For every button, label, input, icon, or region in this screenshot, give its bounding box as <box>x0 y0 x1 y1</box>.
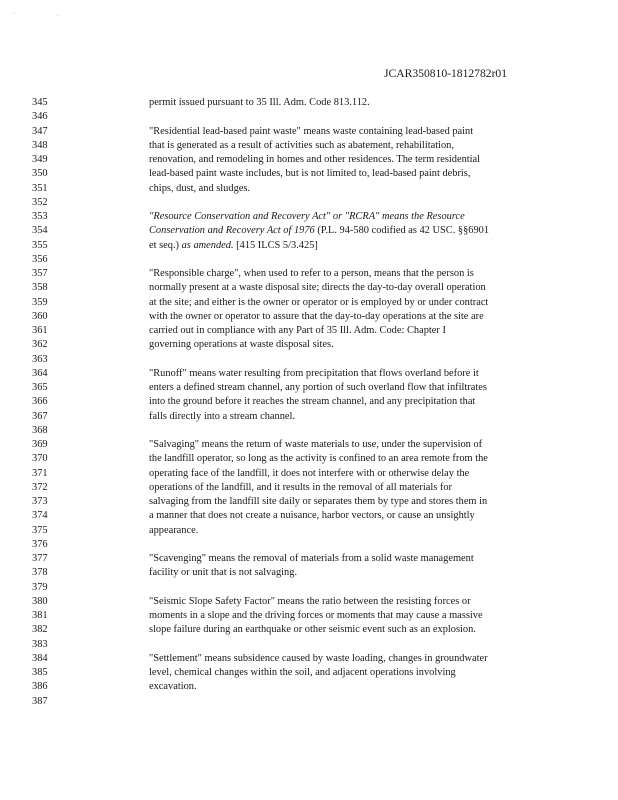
line-number: 375 <box>32 524 48 536</box>
line-number: 356 <box>32 253 48 265</box>
text-line: "Scavenging" means the removal of materials from a solid waste management <box>149 553 474 564</box>
text-line: "Resource Conservation and Recovery Act" or "RCRA" means the Resource <box>149 211 465 222</box>
text-line: into the ground before it reaches the stream channel, and any precipitation that <box>149 396 476 408</box>
line-number: 374 <box>32 510 48 522</box>
text-line: "Salvaging" means the return of waste materials to use, under the supervision of <box>149 439 483 450</box>
line-number: 382 <box>32 624 48 636</box>
document-body <box>149 96 559 709</box>
line-number: 350 <box>32 168 48 180</box>
line-number: 352 <box>32 196 48 208</box>
text-line: facility or unit that is not salvaging. <box>149 567 298 579</box>
text-line <box>149 638 559 652</box>
line-number: 367 <box>32 410 48 422</box>
line-number: 379 <box>32 581 48 593</box>
text-line: chips, dust, and sludges. <box>149 182 251 194</box>
line-number: 345 <box>32 97 48 108</box>
text-line: lead-based paint waste includes, but is not limited to, lead-based paint debris, <box>149 168 471 180</box>
line-number: 353 <box>32 211 48 222</box>
text-line <box>149 224 559 238</box>
line-number: 386 <box>32 681 48 693</box>
text-line <box>149 196 559 210</box>
line-number: 368 <box>32 424 48 436</box>
line-number: 365 <box>32 382 48 393</box>
text-line: renovation, and remodeling in homes and other residences. The term residential <box>149 154 481 165</box>
line-number: 377 <box>32 553 48 564</box>
line-number: 360 <box>32 310 48 322</box>
text-line: the landfill operator, so long as the activity is confined to an area remote from the <box>149 453 488 465</box>
text-line: operations of the landfill, and it results in the removal of all materials for <box>149 481 452 493</box>
line-number: 362 <box>32 339 48 351</box>
text-line: carried out in compliance with any Part of 35 Ill. Adm. Code: Chapter I <box>149 325 446 336</box>
line-number: 385 <box>32 667 48 678</box>
line-number: 373 <box>32 496 48 507</box>
text-run: Conservation and Recovery Act of 1976 <box>149 225 315 237</box>
line-number: 359 <box>32 296 48 308</box>
text-line: enters a defined stream channel, any portion of such overland flow that infiltrates <box>149 382 487 393</box>
line-number: 357 <box>32 268 48 279</box>
text-run: as amended. <box>181 239 234 251</box>
line-number: 372 <box>32 481 48 493</box>
text-line: "Runoff" means water resulting from precipitation that flows overland before it <box>149 367 479 379</box>
text-line <box>149 253 559 267</box>
text-line <box>149 695 559 709</box>
text-line: with the owner or operator to assure that the day-to-day operations at the site are <box>149 310 484 322</box>
text-line: "Settlement" means subsidence caused by waste loading, changes in groundwater <box>149 652 488 664</box>
text-line: moments in a slope and the driving forces or moments that may cause a massive <box>149 610 483 621</box>
text-line: excavation. <box>149 681 197 693</box>
line-number: 387 <box>32 695 48 707</box>
line-number: 384 <box>32 652 48 664</box>
text-line: at the site; and either is the owner or operator or is employed by or under contract <box>149 296 489 308</box>
text-line: "Seismic Slope Safety Factor" means the ratio between the resisting forces or <box>149 595 471 607</box>
line-number: 370 <box>32 453 48 465</box>
text-line: salvaging from the landfill site daily or separates them by type and stores them in <box>149 496 488 507</box>
line-number: 371 <box>32 467 48 479</box>
line-number: 383 <box>32 638 48 650</box>
line-number-column <box>32 96 62 709</box>
text-line: "Residential lead-based paint waste" means waste containing lead-based paint <box>149 125 474 137</box>
text-line: "Responsible charge", when used to refer to a person, means that the person is <box>149 268 474 279</box>
text-run: [415 ILCS 5/3.425] <box>233 239 318 251</box>
line-number: 376 <box>32 538 48 550</box>
text-line: normally present at a waste disposal site; directs the day-to-day overall operation <box>149 282 486 294</box>
text-line <box>149 581 559 595</box>
text-line: a manner that does not create a nuisance, harbor vectors, or cause an unsightly <box>149 510 475 522</box>
line-number: 369 <box>32 439 48 450</box>
text-line: level, chemical changes within the soil, and adjacent operations involving <box>149 667 456 678</box>
line-number: 363 <box>32 353 48 365</box>
line-number: 380 <box>32 595 48 607</box>
document-id-header: JCAR350810-1812782r01 <box>384 67 508 80</box>
line-number: 355 <box>32 239 48 251</box>
text-line: slope failure during an earthquake or other seismic event such as an explosion. <box>149 624 476 636</box>
text-line <box>149 353 559 367</box>
line-number: 346 <box>32 111 48 123</box>
text-run: (P.L. 94-580 codified as 42 USC. §§6901 <box>314 225 490 237</box>
text-line <box>149 110 559 124</box>
line-number: 347 <box>32 125 48 137</box>
text-line <box>149 239 559 253</box>
line-number: 364 <box>32 367 48 379</box>
line-number: 348 <box>32 139 48 151</box>
line-number: 381 <box>32 610 48 621</box>
line-number: 351 <box>32 182 48 194</box>
line-number: 354 <box>32 225 48 237</box>
text-line <box>149 538 559 552</box>
text-line: operating face of the landfill, it does not interfere with or otherwise delay the <box>149 467 470 479</box>
text-line: falls directly into a stream channel. <box>149 410 295 422</box>
text-line <box>149 424 559 438</box>
text-run: et seq.) <box>149 239 182 251</box>
text-line: permit issued pursuant to 35 Ill. Adm. Code 813.112. <box>149 97 370 108</box>
line-number: 349 <box>32 154 48 165</box>
text-line: that is generated as a result of activities such as abatement, rehabilitation, <box>149 139 454 151</box>
line-number: 358 <box>32 282 48 294</box>
scan-corner-marks: ' . <box>14 12 79 18</box>
line-number: 361 <box>32 325 48 336</box>
text-line: appearance. <box>149 524 199 536</box>
text-line: governing operations at waste disposal sites. <box>149 339 334 351</box>
line-number: 378 <box>32 567 48 579</box>
line-number: 366 <box>32 396 48 408</box>
